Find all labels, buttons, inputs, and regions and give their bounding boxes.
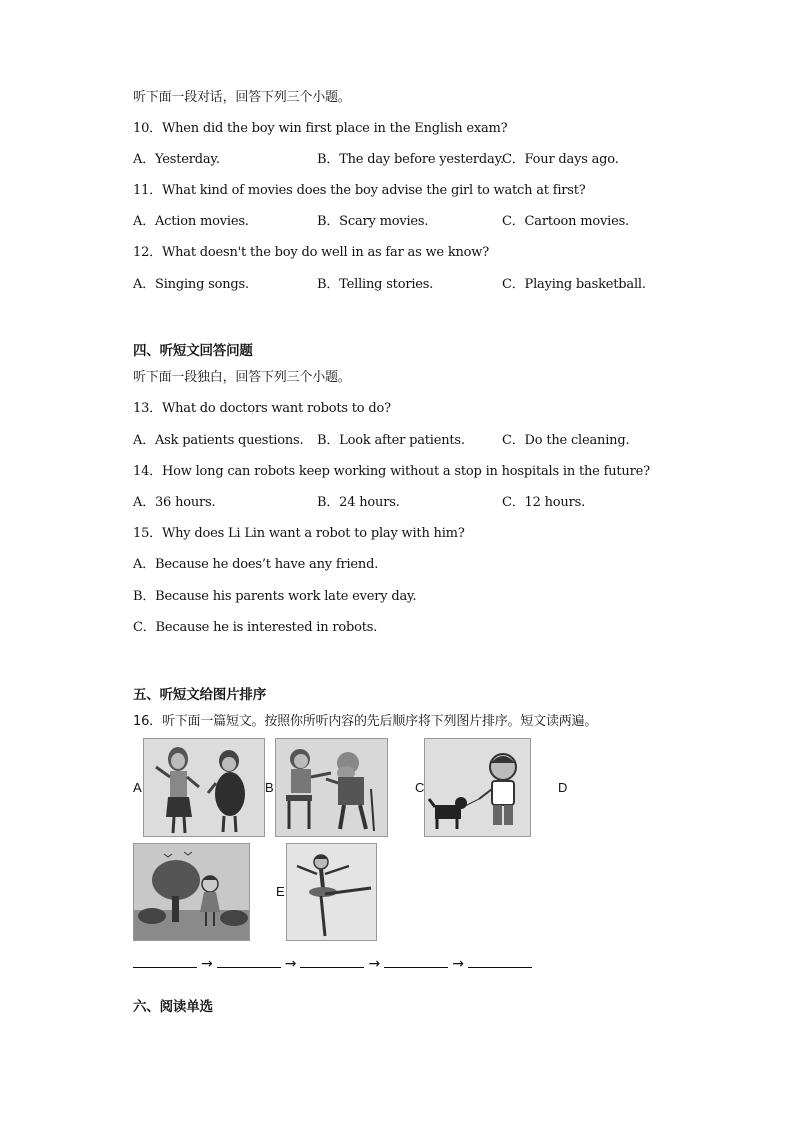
question-14-option-a: A．36 hours.	[133, 495, 216, 510]
picture-e-ballet-dancer	[286, 843, 377, 941]
answer-sequence-blanks	[133, 953, 532, 972]
picture-label-a: A	[133, 780, 142, 795]
question-15-stem: 15．Why does Li Lin want a robot to play with him?	[133, 526, 465, 541]
question-13-option-b: B．Look after patients.	[317, 433, 465, 448]
picture-a-women-talking	[143, 738, 265, 837]
question-14-option-c: C．12 hours.	[502, 495, 586, 510]
picture-label-c: C	[415, 780, 425, 795]
section3-intro: 听下面一段对话，回答下列三个小题。	[133, 90, 351, 105]
question-12-option-b: B．Telling stories.	[317, 277, 434, 292]
arrow-4: →	[452, 956, 464, 972]
question-12-option-c: C．Playing basketball.	[502, 277, 646, 292]
section4-heading: 四、听短文回答问题	[133, 343, 253, 359]
question-13-stem: 13．What do doctors want robots to do?	[133, 401, 391, 416]
arrow-1: →	[201, 956, 213, 972]
question-10-option-c: C．Four days ago.	[502, 152, 619, 167]
answer-blank-1[interactable]	[133, 955, 197, 968]
picture-b-boy-with-grandpa	[275, 738, 388, 837]
arrow-3: →	[368, 956, 381, 972]
question-10-stem: 10．When did the boy win first place in the English exam?	[133, 121, 508, 136]
question-13-option-a: A．Ask patients questions.	[133, 433, 304, 448]
question-11-option-c: C．Cartoon movies.	[502, 214, 629, 229]
answer-blank-4[interactable]	[384, 955, 448, 968]
picture-label-d: D	[558, 780, 568, 795]
section5-heading: 五、听短文给图片排序	[133, 687, 266, 703]
question-10-option-a: A．Yesterday.	[133, 152, 220, 167]
question-13-option-c: C．Do the cleaning.	[502, 433, 630, 448]
picture-c-boy-walking-dog	[424, 738, 531, 837]
question-14-stem: 14．How long can robots keep working without a stop in hospitals in the future?	[133, 464, 650, 479]
question-12-stem: 12．What doesn't the boy do well in as far as we know?	[133, 245, 490, 260]
question-11-stem: 11．What kind of movies does the boy advise the girl to watch at first?	[133, 183, 586, 198]
question-14-option-b: B．24 hours.	[317, 495, 400, 510]
picture-d-girl-under-tree	[133, 843, 250, 941]
question-10-option-b: B．The day before yesterday.	[317, 152, 504, 167]
answer-blank-3[interactable]	[300, 955, 364, 968]
answer-blank-2[interactable]	[217, 955, 281, 968]
question-11-option-a: A．Action movies.	[133, 214, 249, 229]
picture-label-e: E	[276, 884, 285, 899]
question-15-option-c: C．Because he is interested in robots.	[133, 620, 378, 635]
question-16-instruction: 16．听下面一篇短文。按照你所听内容的先后顺序将下列图片排序。短文读两遍。	[133, 714, 598, 729]
answer-blank-5[interactable]	[468, 955, 532, 968]
section6-heading: 六、阅读单选	[133, 999, 213, 1015]
question-11-option-b: B．Scary movies.	[317, 214, 429, 229]
arrow-2: →	[284, 956, 297, 972]
question-15-option-b: B．Because his parents work late every day.	[133, 589, 417, 604]
question-15-option-a: A．Because he does’t have any friend.	[133, 557, 379, 572]
question-12-option-a: A．Singing songs.	[133, 277, 249, 292]
picture-label-b: B	[265, 780, 274, 795]
section4-intro: 听下面一段独白，回答下列三个小题。	[133, 370, 351, 385]
